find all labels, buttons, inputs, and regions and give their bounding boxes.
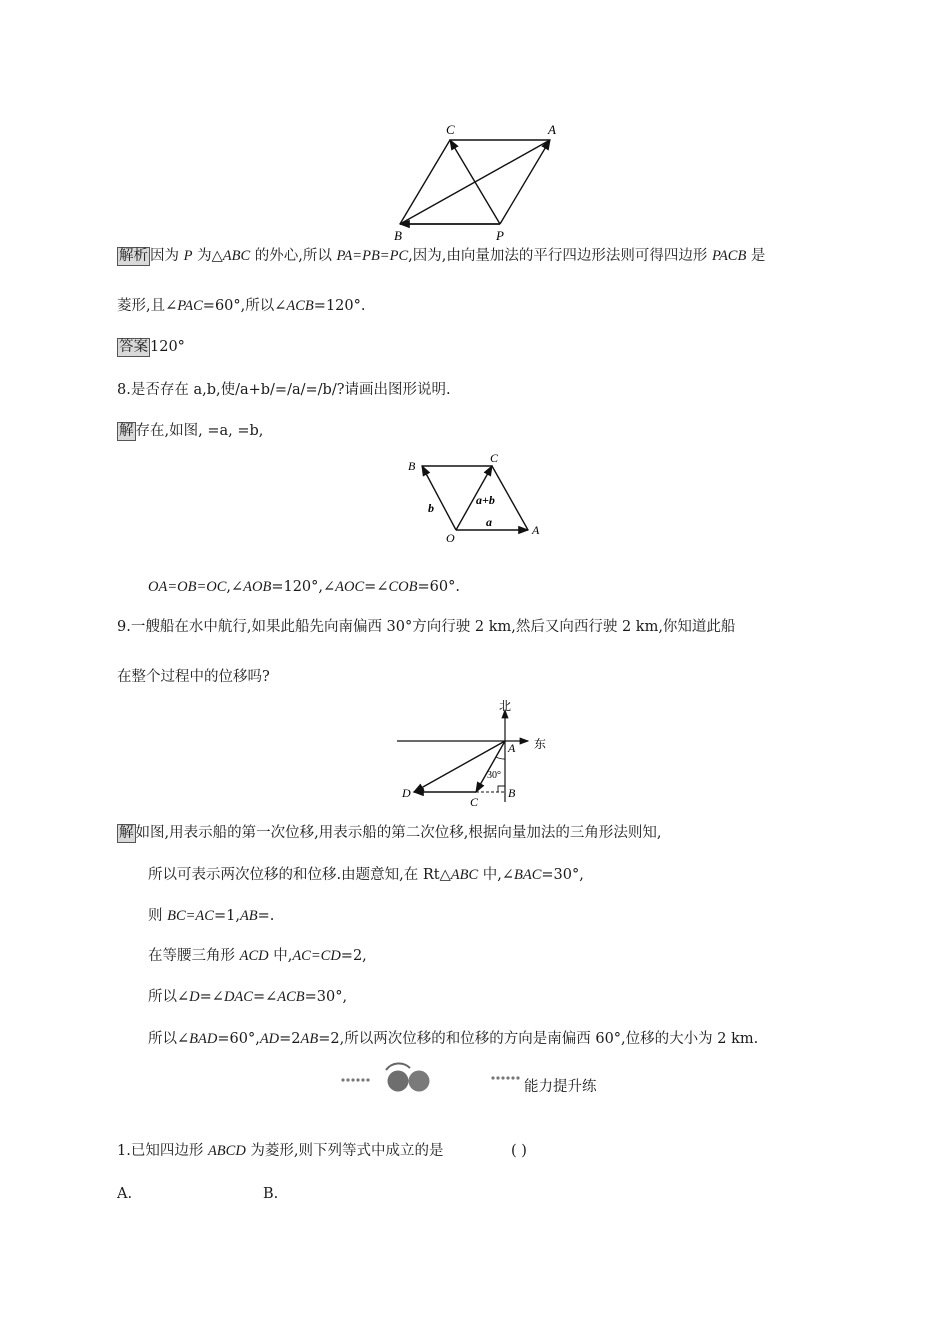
analysis-line-2 (117, 296, 365, 316)
option-b: B. (263, 1186, 279, 1202)
displacement-figure (392, 698, 552, 810)
text: ,因为,由向量加法的平行四边形法则可得四边形 (408, 248, 712, 264)
text: ABCD (207, 1143, 246, 1159)
text: DAC (223, 989, 253, 1005)
text: =2,所以两次位移的和位移的方向是南偏西 60°,位移的大小为 2 km. (318, 1031, 759, 1047)
text: AD (259, 1031, 280, 1047)
label-C: C (490, 451, 499, 465)
text: 为△ (192, 248, 223, 264)
text: 的外心,所以 (250, 248, 337, 264)
label-east: 东 (534, 737, 547, 751)
label-A: A (508, 741, 516, 755)
label-B: B (408, 459, 416, 473)
text: =60°. (417, 579, 460, 595)
analysis-tag: 解析 (119, 248, 148, 264)
text: 因为 (150, 248, 184, 264)
diagonal-BA (400, 140, 550, 224)
question-9-line-1: 9.一艘船在水中航行,如果此船先向南偏西 30°方向行驶 2 km,然后又向西行驶 2 km,你知道此船 (117, 619, 736, 635)
label-O: O (446, 531, 455, 545)
text: PA=PB=PC (336, 248, 409, 264)
text: AOB (243, 579, 272, 595)
vector-PA (500, 140, 550, 224)
text: =. (257, 908, 275, 924)
vector-sum-figure (400, 452, 550, 544)
label-north: 北 (499, 699, 512, 713)
text: =2 (279, 1031, 301, 1047)
answer-tag: 答案 (119, 339, 148, 355)
edge-CB (400, 140, 450, 224)
label-P: P (496, 228, 504, 243)
text: PAC (177, 298, 203, 314)
text: P (183, 248, 193, 264)
answer-value: 120° (150, 339, 185, 355)
text: 所以可表示两次位移的和位移.由题意知,在 Rt△ (148, 867, 451, 883)
text: PACB (711, 248, 747, 264)
analysis-line-1 (117, 246, 765, 266)
question-9-solution-2 (148, 865, 584, 885)
text: ,∠ (226, 579, 244, 595)
question-9-solution-6 (148, 1029, 758, 1049)
text: =1, (213, 908, 240, 924)
text: AB (239, 908, 258, 924)
text: =120°. (313, 298, 366, 314)
text: ACB (286, 298, 314, 314)
text: =30°, (541, 867, 584, 883)
label-a: a (486, 515, 492, 529)
text: ACD (239, 948, 269, 964)
text: 则 (148, 908, 168, 924)
answer-parentheses: ( ) (511, 1143, 527, 1159)
vector-OB (422, 466, 456, 530)
vector-AD (414, 741, 505, 792)
text: AOC (335, 579, 365, 595)
text: 中,∠ (478, 867, 514, 883)
text: OA=OB=OC (148, 579, 227, 595)
text: =2, (340, 948, 367, 964)
label-B: B (508, 786, 516, 800)
text: ABC (450, 867, 479, 883)
question-9-solution-5 (148, 987, 347, 1007)
text: 菱形,且∠ (117, 298, 178, 314)
question-8-solution (117, 421, 263, 441)
text: 存在,如图, =a, =b, (135, 423, 264, 439)
text: 中, (268, 948, 293, 964)
edge-CA (492, 466, 528, 530)
option-a: A. (117, 1186, 133, 1202)
text: AC=CD (292, 948, 341, 964)
label-angle: 30° (487, 770, 501, 781)
label-D: D (402, 786, 411, 800)
text: =∠ (364, 579, 389, 595)
answer-line (117, 337, 185, 357)
text: 如图,用表示船的第一次位移,用表示船的第二次位移,根据向量加法的三角形法则知, (135, 825, 662, 841)
label-a-plus-b: a+b (476, 493, 495, 507)
text: BAC (514, 867, 542, 883)
solution-tag: 解 (119, 423, 134, 439)
label-A: A (548, 122, 556, 137)
solution-tag: 解 (119, 825, 134, 841)
text: ABC (222, 248, 251, 264)
text: 在等腰三角形 (148, 948, 240, 964)
text: 所以∠ (148, 1031, 190, 1047)
question-9-solution-4 (148, 946, 367, 966)
question-9-line-2: 在整个过程中的位移吗? (117, 669, 270, 685)
text: D (189, 989, 200, 1005)
text: =120°,∠ (271, 579, 336, 595)
text: =30°, (304, 989, 348, 1005)
text: =∠ (199, 989, 224, 1005)
section-decoration (340, 1062, 530, 1098)
label-A: A (532, 523, 540, 537)
text: =60°, (217, 1031, 260, 1047)
text: ACB (277, 989, 305, 1005)
angle-arc (496, 757, 505, 759)
label-C: C (446, 122, 455, 137)
text: 1.已知四边形 (117, 1143, 208, 1159)
label-b: b (428, 501, 434, 515)
text: AB (300, 1031, 319, 1047)
label-B: B (394, 228, 402, 243)
text: =60°,所以∠ (202, 298, 287, 314)
label-C: C (470, 795, 479, 809)
question-9-solution-1 (117, 823, 661, 843)
question-9-solution-3 (148, 906, 274, 926)
text: 为菱形,则下列等式中成立的是 (245, 1143, 444, 1159)
rhombus-figure (390, 120, 570, 245)
section-title: 能力提升练 (524, 1079, 597, 1095)
text: =∠ (252, 989, 278, 1005)
text: 是 (746, 248, 766, 264)
right-angle-mark (498, 786, 505, 792)
text: BC=AC (167, 908, 214, 924)
text: BAD (189, 1031, 218, 1047)
text: COB (388, 579, 418, 595)
text: 所以∠ (148, 989, 190, 1005)
question-8-conclusion (148, 577, 460, 597)
exercise-1 (117, 1141, 444, 1161)
question-8: 8.是否存在 a,b,使/a+b/=/a/=/b/?请画出图形说明. (117, 382, 451, 398)
